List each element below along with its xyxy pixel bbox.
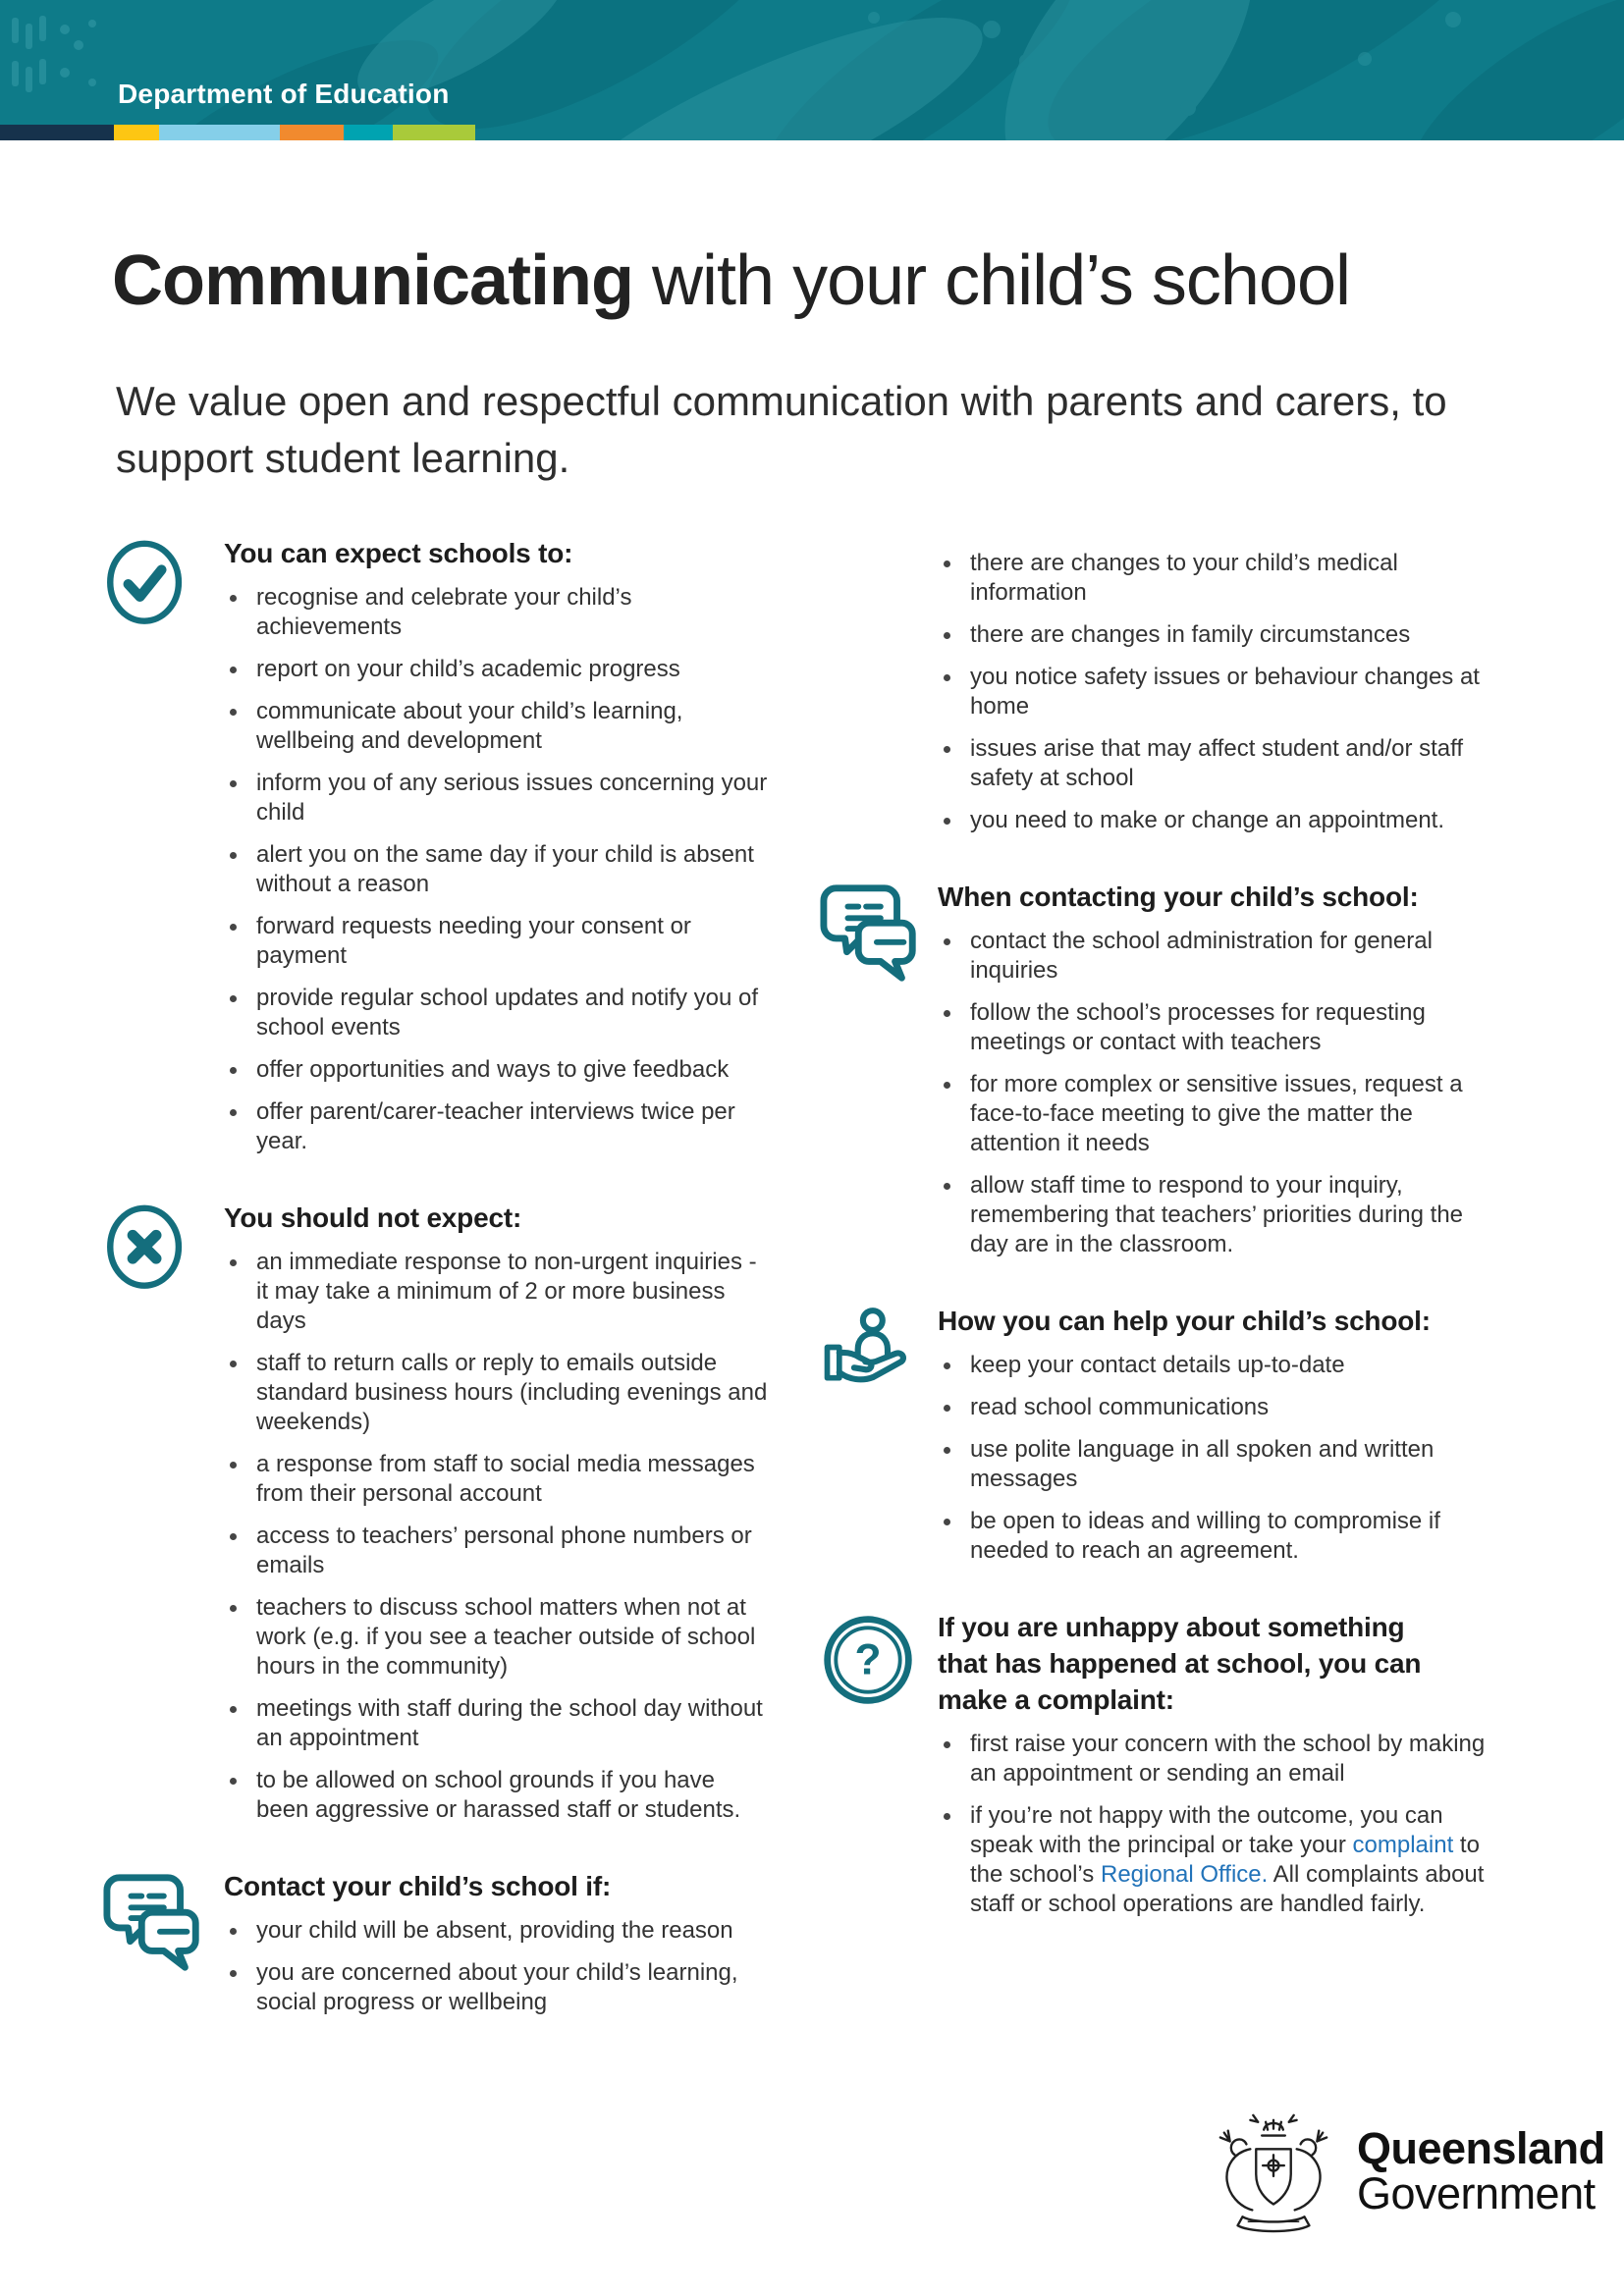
section-expect — [0, 535, 805, 1156]
list-item: use polite language in all spoken and written messages — [938, 1435, 1488, 1494]
list-item: read school communications — [938, 1393, 1488, 1422]
list-item: you need to make or change an appointment. — [938, 806, 1488, 835]
complaint-link[interactable]: complaint — [1352, 1832, 1454, 1858]
bullet-list — [224, 1248, 774, 1825]
section-help-school — [805, 1303, 1624, 1566]
queensland-government-logo — [1206, 2107, 1605, 2236]
left-column — [0, 535, 805, 2060]
section-when-contacting — [805, 879, 1624, 1259]
regional-office-link[interactable]: Regional Office. — [1100, 1861, 1269, 1888]
list-item: offer opportunities and ways to give feedback — [224, 1055, 774, 1085]
list-item: first raise your concern with the school by making an appointment or sending an email — [938, 1730, 1488, 1789]
banner-pattern — [0, 0, 1624, 140]
list-item: staff to return calls or reply to emails outside standard business hours (including evenings and weekends) — [224, 1349, 774, 1437]
complaint-text-pre: if you’re not happy with the outcome, you can speak with the principal or take your — [970, 1802, 1443, 1858]
question-circle-icon — [819, 1611, 917, 1709]
section-heading: Contact your child’s school if: — [224, 1871, 612, 1901]
list-item: offer parent/carer-teacher interviews twice per year. — [224, 1097, 774, 1156]
bullet-list — [938, 1351, 1488, 1566]
section-contact-if-continued — [805, 549, 1624, 835]
helping-hand-icon — [819, 1305, 921, 1407]
complaint-text-mid: to the school’s — [970, 1832, 1480, 1888]
x-circle-icon — [102, 1201, 189, 1298]
list-item: recognise and celebrate your child’s achievements — [224, 583, 774, 642]
section-heading: How you can help your child’s school: — [938, 1306, 1431, 1336]
section-complaint — [805, 1609, 1624, 1919]
list-item: be open to ideas and willing to compromise if needed to reach an agreement. — [938, 1507, 1488, 1566]
page-title-rest: with your child’s school — [633, 241, 1351, 320]
list-item: communicate about your child’s learning, wellbeing and development — [224, 697, 774, 756]
stripe-green — [393, 125, 475, 140]
bullet-list — [938, 1730, 1488, 1919]
svg-text:?: ? — [854, 1635, 882, 1684]
section-heading: When contacting your child’s school: — [938, 881, 1419, 912]
department-name: Department of Education — [118, 79, 450, 109]
page-title-bold: Communicating — [112, 241, 634, 320]
section-heading: If you are unhappy about something that has happened at school, you can make a complaint: — [938, 1612, 1422, 1715]
government-logo-text — [1357, 2123, 1605, 2218]
chat-bubbles-icon — [819, 881, 925, 987]
bullet-list — [224, 1916, 774, 2017]
section-not-expect — [0, 1200, 805, 1825]
list-item-with-links — [938, 1801, 1488, 1919]
list-item: inform you of any serious issues concerning your child — [224, 769, 774, 828]
list-item: allow staff time to respond to your inquiry, remembering that teachers’ priorities during the day are in the classroom. — [938, 1171, 1488, 1259]
bullet-list — [938, 549, 1488, 835]
list-item: for more complex or sensitive issues, request a face-to-face meeting to give the matter the attention it needs — [938, 1070, 1488, 1158]
list-item: follow the school’s processes for requesting meetings or contact with teachers — [938, 998, 1488, 1057]
list-item: you are concerned about your child’s learning, social progress or wellbeing — [224, 1958, 774, 2017]
page-title — [112, 239, 1350, 323]
list-item: alert you on the same day if your child is absent without a reason — [224, 840, 774, 899]
list-item: to be allowed on school grounds if you have been aggressive or harassed staff or students. — [224, 1766, 774, 1825]
bullet-list — [938, 927, 1488, 1259]
logo-line-government: Government — [1357, 2168, 1596, 2218]
stripe-orange — [280, 125, 344, 140]
bullet-list — [224, 583, 774, 1156]
stripe-navy — [0, 125, 114, 140]
list-item: forward requests needing your consent or payment — [224, 912, 774, 971]
list-item: meetings with staff during the school day without an appointment — [224, 1694, 774, 1753]
list-item: teachers to discuss school matters when not at work (e.g. if you see a teacher outside of school hours in the community) — [224, 1593, 774, 1682]
queensland-coat-of-arms — [1206, 2107, 1341, 2236]
list-item: you notice safety issues or behaviour changes at home — [938, 663, 1488, 721]
list-item: an immediate response to non-urgent inquiries - it may take a minimum of 2 or more business days — [224, 1248, 774, 1336]
list-item: provide regular school updates and notify you of school events — [224, 984, 774, 1042]
right-column — [805, 535, 1624, 1962]
section-heading: You should not expect: — [224, 1202, 522, 1233]
list-item: keep your contact details up-to-date — [938, 1351, 1488, 1380]
intro-text: We value open and respectful communication with parents and carers, to support student learning. — [116, 378, 1447, 481]
list-item: there are changes in family circumstances — [938, 620, 1488, 650]
section-heading: You can expect schools to: — [224, 538, 573, 568]
stripe-lightblue — [159, 125, 280, 140]
list-item: your child will be absent, providing the reason — [224, 1916, 774, 1946]
header-banner — [0, 0, 1624, 140]
list-item: report on your child’s academic progress — [224, 655, 774, 684]
list-item: access to teachers’ personal phone numbers or emails — [224, 1522, 774, 1580]
chat-bubbles-icon — [102, 1870, 208, 1976]
complaint-text-post: All complaints about staff or school operations are handled fairly. — [970, 1861, 1485, 1917]
stripe-yellow — [114, 125, 159, 140]
check-circle-icon — [102, 537, 189, 633]
list-item: there are changes to your child’s medical information — [938, 549, 1488, 608]
list-item: a response from staff to social media messages from their personal account — [224, 1450, 774, 1509]
logo-line-queensland: Queensland — [1357, 2123, 1605, 2173]
section-contact-if — [0, 1868, 805, 2017]
stripe-teal — [344, 125, 393, 140]
list-item: issues arise that may affect student and/or staff safety at school — [938, 734, 1488, 793]
list-item: contact the school administration for general inquiries — [938, 927, 1488, 986]
